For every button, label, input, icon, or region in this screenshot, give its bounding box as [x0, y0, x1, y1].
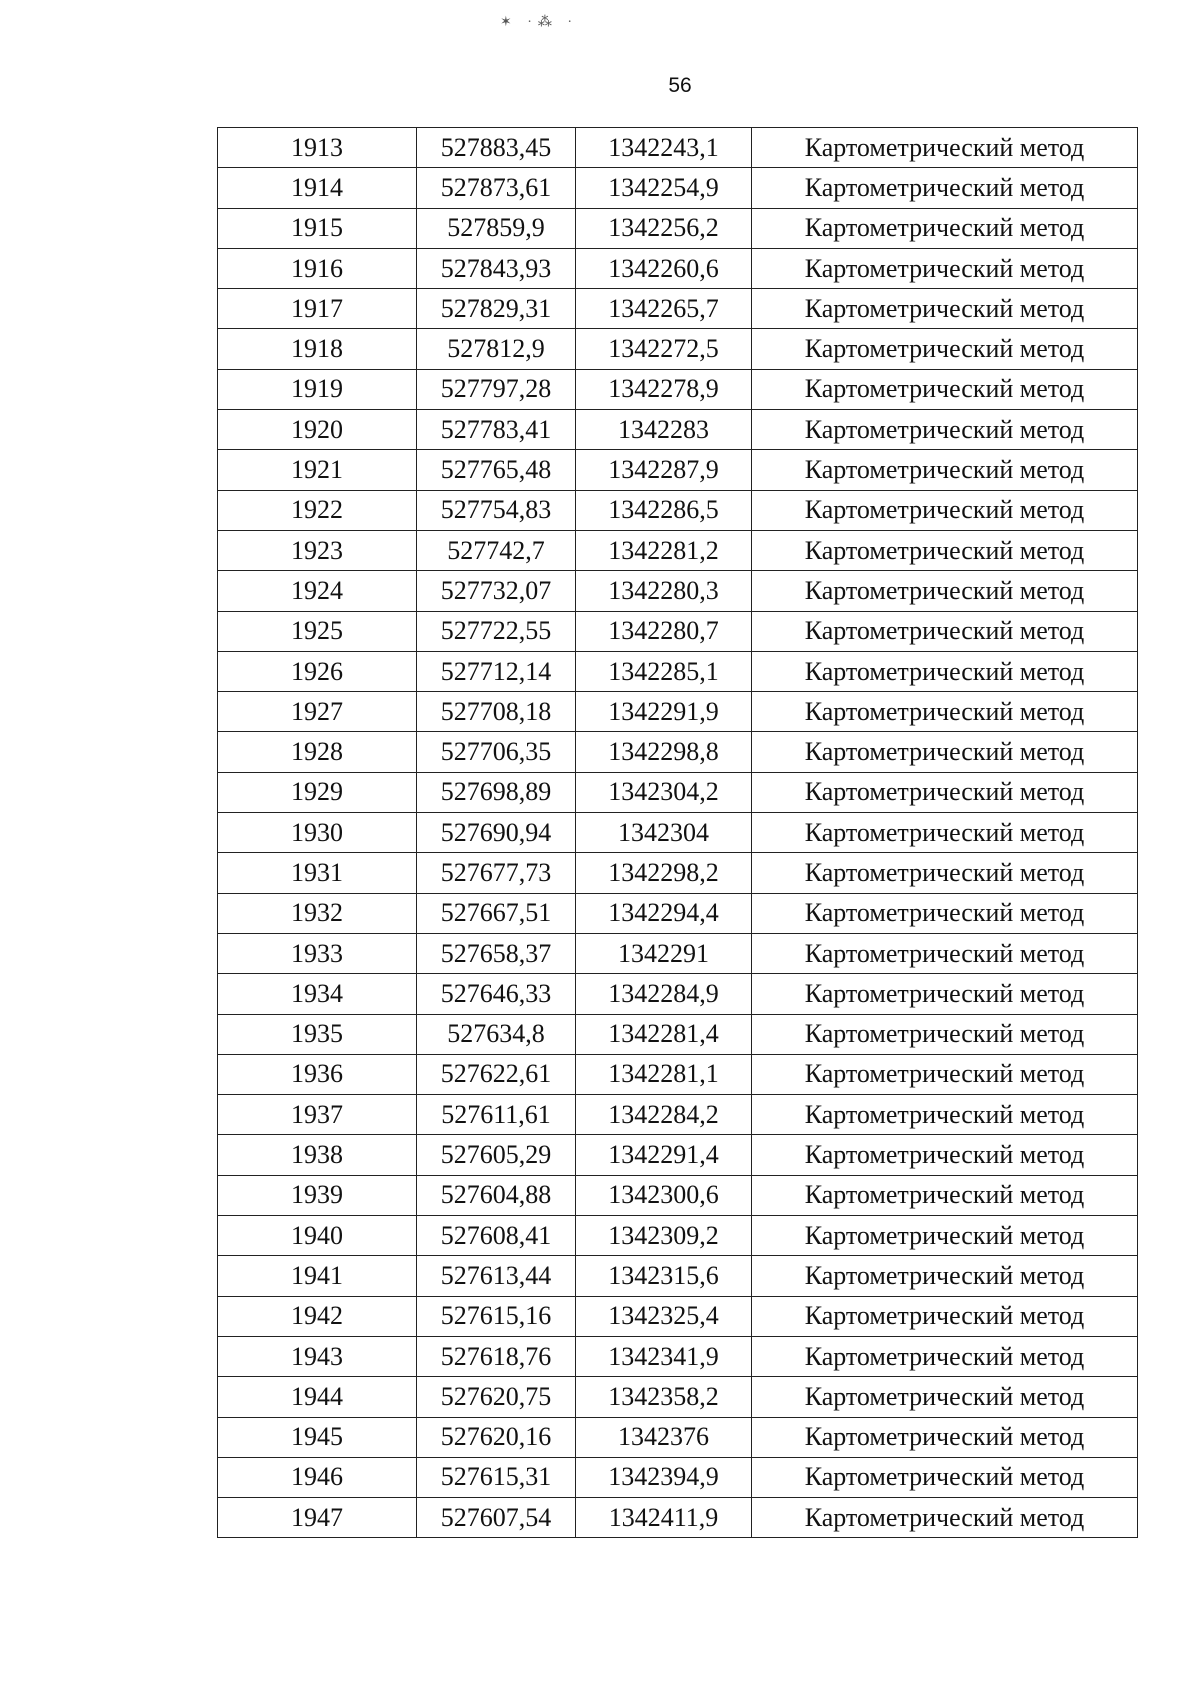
table-row — [218, 1417, 1138, 1457]
coordinate-x-cell: 527667,51 — [417, 893, 576, 933]
coordinate-x-cell: 527843,93 — [417, 248, 576, 288]
coordinate-x-cell: 527604,88 — [417, 1175, 576, 1215]
table-row — [218, 1054, 1138, 1094]
coordinate-x-cell: 527859,9 — [417, 208, 576, 248]
method-cell: Картометрический метод — [752, 369, 1138, 409]
table-row — [218, 611, 1138, 651]
point-number-cell: 1916 — [218, 248, 417, 288]
coordinate-x-cell: 527698,89 — [417, 772, 576, 812]
table-row — [218, 1095, 1138, 1135]
coordinate-x-cell: 527608,41 — [417, 1216, 576, 1256]
point-number-cell: 1927 — [218, 692, 417, 732]
table-row — [218, 813, 1138, 853]
method-cell: Картометрический метод — [752, 571, 1138, 611]
coordinate-x-cell: 527797,28 — [417, 369, 576, 409]
point-number-cell: 1921 — [218, 450, 417, 490]
method-cell: Картометрический метод — [752, 1296, 1138, 1336]
coordinate-y-cell: 1342280,7 — [576, 611, 752, 651]
method-cell: Картометрический метод — [752, 974, 1138, 1014]
table-row — [218, 1498, 1138, 1538]
point-number-cell: 1914 — [218, 168, 417, 208]
point-number-cell: 1929 — [218, 772, 417, 812]
table-row — [218, 530, 1138, 570]
point-number-cell: 1934 — [218, 974, 417, 1014]
coordinate-y-cell: 1342291,9 — [576, 692, 752, 732]
coordinate-y-cell: 1342281,2 — [576, 530, 752, 570]
coordinate-x-cell: 527754,83 — [417, 490, 576, 530]
table-row — [218, 329, 1138, 369]
coordinate-x-cell: 527658,37 — [417, 933, 576, 973]
coordinate-y-cell: 1342284,9 — [576, 974, 752, 1014]
point-number-cell: 1944 — [218, 1377, 417, 1417]
coordinate-y-cell: 1342281,4 — [576, 1014, 752, 1054]
coordinate-x-cell: 527634,8 — [417, 1014, 576, 1054]
point-number-cell: 1931 — [218, 853, 417, 893]
point-number-cell: 1920 — [218, 410, 417, 450]
point-number-cell: 1940 — [218, 1216, 417, 1256]
method-cell: Картометрический метод — [752, 1336, 1138, 1376]
table-row — [218, 1216, 1138, 1256]
coordinate-y-cell: 1342280,3 — [576, 571, 752, 611]
method-cell: Картометрический метод — [752, 208, 1138, 248]
coordinate-x-cell: 527706,35 — [417, 732, 576, 772]
table-row — [218, 1135, 1138, 1175]
method-cell: Картометрический метод — [752, 1135, 1138, 1175]
table-row — [218, 1457, 1138, 1497]
method-cell: Картометрический метод — [752, 1095, 1138, 1135]
coordinate-y-cell: 1342260,6 — [576, 248, 752, 288]
table-row — [218, 450, 1138, 490]
coordinate-x-cell: 527742,7 — [417, 530, 576, 570]
coordinates-table — [217, 127, 1138, 1538]
coordinate-y-cell: 1342272,5 — [576, 329, 752, 369]
coordinate-y-cell: 1342304 — [576, 813, 752, 853]
page-number: 56 — [668, 74, 692, 97]
method-cell: Картометрический метод — [752, 450, 1138, 490]
coordinate-x-cell: 527607,54 — [417, 1498, 576, 1538]
method-cell: Картометрический метод — [752, 1054, 1138, 1094]
method-cell: Картометрический метод — [752, 1175, 1138, 1215]
coordinate-y-cell: 1342254,9 — [576, 168, 752, 208]
method-cell: Картометрический метод — [752, 1377, 1138, 1417]
coordinate-x-cell: 527605,29 — [417, 1135, 576, 1175]
coordinate-x-cell: 527708,18 — [417, 692, 576, 732]
coordinate-y-cell: 1342300,6 — [576, 1175, 752, 1215]
coordinate-x-cell: 527620,16 — [417, 1417, 576, 1457]
coordinate-x-cell: 527732,07 — [417, 571, 576, 611]
point-number-cell: 1941 — [218, 1256, 417, 1296]
coordinate-y-cell: 1342283 — [576, 410, 752, 450]
table-row — [218, 933, 1138, 973]
coordinate-x-cell: 527783,41 — [417, 410, 576, 450]
coordinate-y-cell: 1342304,2 — [576, 772, 752, 812]
table-row — [218, 571, 1138, 611]
method-cell: Картометрический метод — [752, 168, 1138, 208]
table-row — [218, 128, 1138, 168]
method-cell: Картометрический метод — [752, 611, 1138, 651]
coordinate-x-cell: 527765,48 — [417, 450, 576, 490]
coordinate-y-cell: 1342298,8 — [576, 732, 752, 772]
coordinate-y-cell: 1342243,1 — [576, 128, 752, 168]
method-cell: Картометрический метод — [752, 490, 1138, 530]
coordinate-x-cell: 527611,61 — [417, 1095, 576, 1135]
coordinate-x-cell: 527613,44 — [417, 1256, 576, 1296]
table-row — [218, 248, 1138, 288]
point-number-cell: 1937 — [218, 1095, 417, 1135]
coordinates-table-body — [218, 128, 1138, 1538]
method-cell: Картометрический метод — [752, 772, 1138, 812]
coordinate-y-cell: 1342291 — [576, 933, 752, 973]
table-row — [218, 289, 1138, 329]
table-row — [218, 369, 1138, 409]
point-number-cell: 1928 — [218, 732, 417, 772]
point-number-cell: 1943 — [218, 1336, 417, 1376]
method-cell: Картометрический метод — [752, 732, 1138, 772]
method-cell: Картометрический метод — [752, 1014, 1138, 1054]
coordinate-x-cell: 527829,31 — [417, 289, 576, 329]
method-cell: Картометрический метод — [752, 853, 1138, 893]
table-row — [218, 692, 1138, 732]
point-number-cell: 1945 — [218, 1417, 417, 1457]
table-row — [218, 853, 1138, 893]
method-cell: Картометрический метод — [752, 530, 1138, 570]
point-number-cell: 1946 — [218, 1457, 417, 1497]
point-number-cell: 1939 — [218, 1175, 417, 1215]
point-number-cell: 1947 — [218, 1498, 417, 1538]
coordinate-x-cell: 527873,61 — [417, 168, 576, 208]
table-row — [218, 651, 1138, 691]
coordinate-x-cell: 527883,45 — [417, 128, 576, 168]
point-number-cell: 1936 — [218, 1054, 417, 1094]
coordinate-y-cell: 1342358,2 — [576, 1377, 752, 1417]
table-row — [218, 1014, 1138, 1054]
point-number-cell: 1924 — [218, 571, 417, 611]
method-cell: Картометрический метод — [752, 1216, 1138, 1256]
coordinate-y-cell: 1342341,9 — [576, 1336, 752, 1376]
coordinate-y-cell: 1342284,2 — [576, 1095, 752, 1135]
point-number-cell: 1918 — [218, 329, 417, 369]
method-cell: Картометрический метод — [752, 1498, 1138, 1538]
coordinate-y-cell: 1342256,2 — [576, 208, 752, 248]
coordinate-y-cell: 1342376 — [576, 1417, 752, 1457]
table-row — [218, 732, 1138, 772]
method-cell: Картометрический метод — [752, 289, 1138, 329]
point-number-cell: 1938 — [218, 1135, 417, 1175]
coordinate-y-cell: 1342278,9 — [576, 369, 752, 409]
coordinate-y-cell: 1342298,2 — [576, 853, 752, 893]
table-row — [218, 772, 1138, 812]
coordinate-x-cell: 527677,73 — [417, 853, 576, 893]
point-number-cell: 1917 — [218, 289, 417, 329]
method-cell: Картометрический метод — [752, 651, 1138, 691]
coordinate-y-cell: 1342411,9 — [576, 1498, 752, 1538]
point-number-cell: 1935 — [218, 1014, 417, 1054]
point-number-cell: 1930 — [218, 813, 417, 853]
method-cell: Картометрический метод — [752, 933, 1138, 973]
point-number-cell: 1932 — [218, 893, 417, 933]
table-row — [218, 168, 1138, 208]
point-number-cell: 1926 — [218, 651, 417, 691]
coordinate-y-cell: 1342265,7 — [576, 289, 752, 329]
table-row — [218, 974, 1138, 1014]
point-number-cell: 1913 — [218, 128, 417, 168]
coordinate-x-cell: 527712,14 — [417, 651, 576, 691]
table-row — [218, 1175, 1138, 1215]
method-cell: Картометрический метод — [752, 692, 1138, 732]
point-number-cell: 1919 — [218, 369, 417, 409]
coordinate-y-cell: 1342315,6 — [576, 1256, 752, 1296]
point-number-cell: 1942 — [218, 1296, 417, 1336]
table-row — [218, 1256, 1138, 1296]
coordinate-y-cell: 1342294,4 — [576, 893, 752, 933]
method-cell: Картометрический метод — [752, 128, 1138, 168]
coordinate-y-cell: 1342286,5 — [576, 490, 752, 530]
table-row — [218, 893, 1138, 933]
table-row — [218, 490, 1138, 530]
coordinate-x-cell: 527615,31 — [417, 1457, 576, 1497]
method-cell: Картометрический метод — [752, 1256, 1138, 1296]
method-cell: Картометрический метод — [752, 1457, 1138, 1497]
point-number-cell: 1923 — [218, 530, 417, 570]
method-cell: Картометрический метод — [752, 248, 1138, 288]
coordinate-y-cell: 1342285,1 — [576, 651, 752, 691]
coordinate-x-cell: 527722,55 — [417, 611, 576, 651]
coordinate-x-cell: 527646,33 — [417, 974, 576, 1014]
point-number-cell: 1922 — [218, 490, 417, 530]
coordinate-x-cell: 527620,75 — [417, 1377, 576, 1417]
table-row — [218, 1336, 1138, 1376]
coordinate-y-cell: 1342291,4 — [576, 1135, 752, 1175]
coordinate-y-cell: 1342325,4 — [576, 1296, 752, 1336]
method-cell: Картометрический метод — [752, 1417, 1138, 1457]
point-number-cell: 1933 — [218, 933, 417, 973]
coordinate-x-cell: 527690,94 — [417, 813, 576, 853]
coordinate-y-cell: 1342287,9 — [576, 450, 752, 490]
coordinate-x-cell: 527812,9 — [417, 329, 576, 369]
table-row — [218, 410, 1138, 450]
method-cell: Картометрический метод — [752, 893, 1138, 933]
method-cell: Картометрический метод — [752, 813, 1138, 853]
method-cell: Картометрический метод — [752, 410, 1138, 450]
table-row — [218, 208, 1138, 248]
table-row — [218, 1377, 1138, 1417]
point-number-cell: 1915 — [218, 208, 417, 248]
coordinate-y-cell: 1342394,9 — [576, 1457, 752, 1497]
coordinate-x-cell: 527622,61 — [417, 1054, 576, 1094]
coordinate-x-cell: 527615,16 — [417, 1296, 576, 1336]
method-cell: Картометрический метод — [752, 329, 1138, 369]
coordinate-x-cell: 527618,76 — [417, 1336, 576, 1376]
scan-marks: ✶ ·⁂ · — [500, 15, 579, 30]
point-number-cell: 1925 — [218, 611, 417, 651]
coordinate-y-cell: 1342309,2 — [576, 1216, 752, 1256]
table-row — [218, 1296, 1138, 1336]
coordinate-y-cell: 1342281,1 — [576, 1054, 752, 1094]
